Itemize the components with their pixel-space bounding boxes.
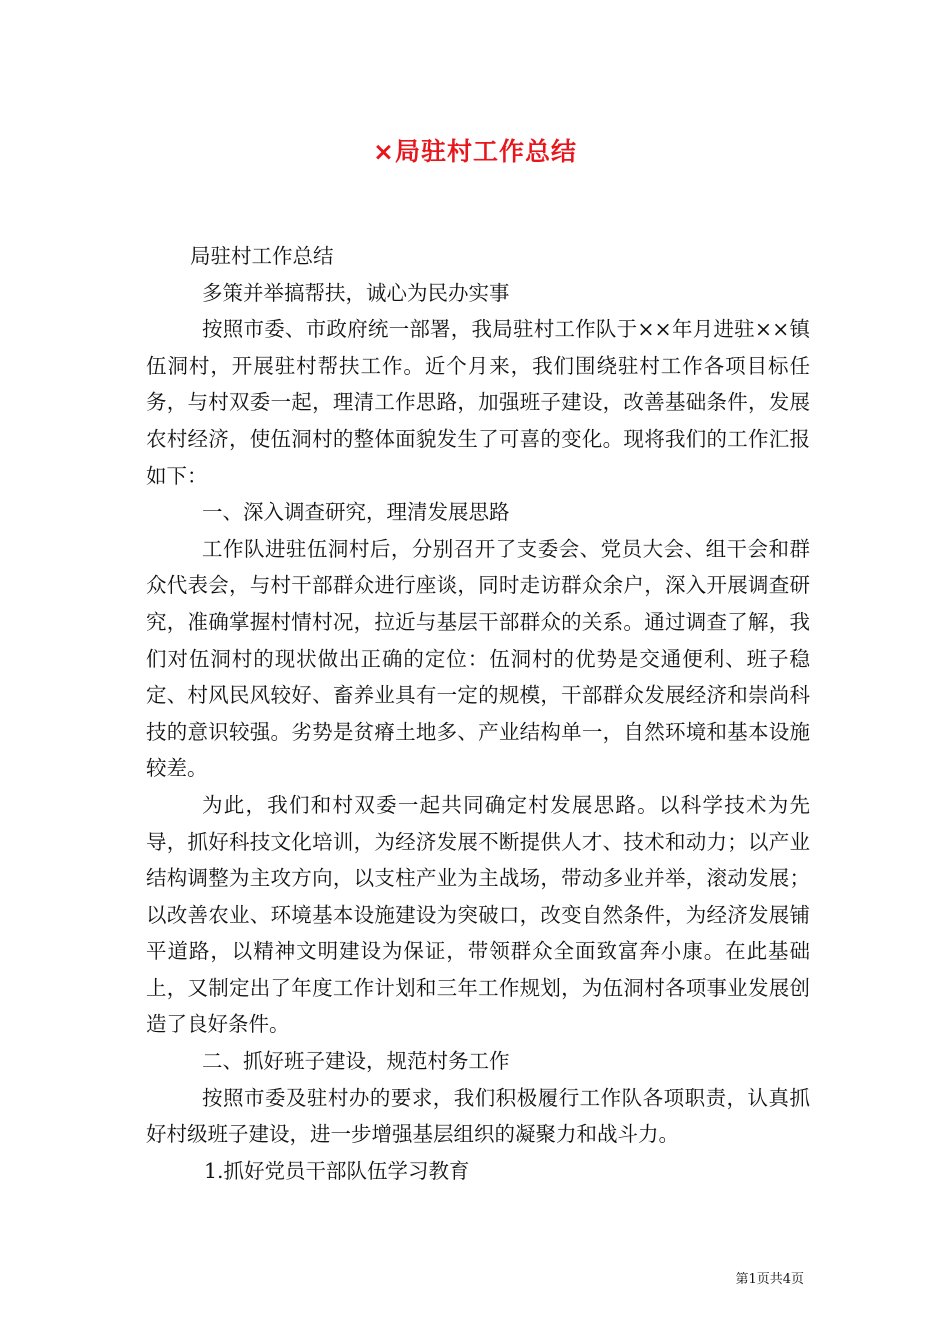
paragraph-development-plan: 为此，我们和村双委一起共同确定村发展思路。以科学技术为先导，抓好科技文化培训，为经济发展不断提供人才、技术和动力；以产业结构调整为主攻方向，以支柱产业为主战场，带动多业并举，滚动发展；以改善农业、环境基本设施建设为突破口，改变自然条件，为经济发展铺平道路，以精神文明建设为保证，带领群众全面致富奔小康。在此基础上，又制定出了年度工作计划和三年工作规划，为伍洞村各项事业发展创造了良好条件。 (146, 792, 810, 1037)
page-number: 第1页共4页 (735, 1272, 804, 1287)
paragraph-team-building: 按照市委及驻村办的要求，我们积极履行工作队各项职责，认真抓好村级班子建设，进一步增强基层组织的凝聚力和战斗力。 (146, 1085, 810, 1147)
document-title: ×局驻村工作总结 (373, 137, 577, 166)
paragraph-investigation: 工作队进驻伍洞村后，分别召开了支委会、党员大会、组干会和群众代表会，与村干部群众进行座谈，同时走访群众余户，深入开展调查研究，准确掌握村情村况，拉近与基层干部群众的关系。通过调查了解，我们对伍洞村的现状做出正确的定位：伍洞村的优势是交通便利、班子稳定、村风民风较好、畜养业具有一定的规模，干部群众发展经济和崇尚科技的意识较强。劣势是贫瘠土地多、产业结构单一，自然环境和基本设施较差。 (146, 536, 810, 781)
paragraph-intro: 按照市委、市政府统一部署，我局驻村工作队于××年月进驻××镇伍洞村，开展驻村帮扶工作。近个月来，我们围绕驻村工作各项目标任务，与村双委一起，理清工作思路，加强班子建设，改善基础条件，发展农村经济，使伍洞村的整体面貌发生了可喜的变化。现将我们的工作汇报如下： (146, 317, 810, 488)
section-heading-1: 一、深入调查研究，理清发展思路 (202, 500, 510, 525)
subsection-heading-1: 1.抓好党员干部队伍学习教育 (204, 1158, 470, 1183)
document-body (146, 238, 810, 1189)
doc-subtitle: 局驻村工作总结 (190, 244, 334, 268)
section-heading-2: 二、抓好班子建设，规范村务工作 (202, 1049, 510, 1074)
doc-slogan: 多策并举搞帮扶，诚心为民办实事 (202, 280, 510, 305)
